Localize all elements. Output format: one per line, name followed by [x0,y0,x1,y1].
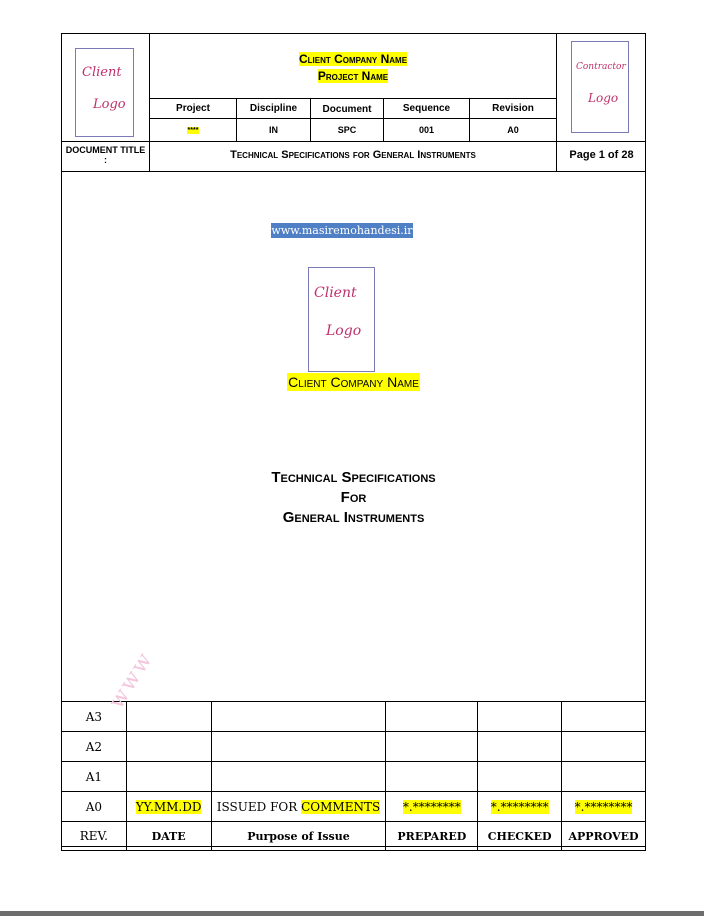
cover-title-line: General Instruments [282,509,425,526]
date-cell [126,702,211,732]
table-row [62,792,646,822]
cover-title [61,468,646,528]
cover-logo-text: Client [314,285,357,301]
cover-title-line: Technical Specifications [271,469,436,486]
prepared-cell [386,762,478,792]
rev-cell: A3 [62,702,127,732]
revision-table [61,701,646,851]
meta-value-discipline: IN [269,125,278,135]
cover-title-line: For [340,489,367,506]
prepared-cell [386,792,478,822]
checked-cell [478,792,562,822]
meta-header-discipline: Discipline [249,103,298,114]
prepared-value: *.******** [402,799,461,814]
website-link[interactable]: www.masiremohandesi.ir [271,224,413,237]
meta-header-document: Document [322,104,372,115]
watermark: www [104,646,159,714]
client-logo-text: Client [82,65,122,80]
header-names [150,51,556,85]
divider [61,171,646,172]
header-rev: REV. [62,822,127,851]
contractor-logo [571,41,629,133]
rev-cell: A0 [62,792,127,822]
approved-cell [562,702,646,732]
document-title-label: DOCUMENT TITLE : [65,145,146,165]
cover-client-name-row [61,374,646,390]
client-company-name: Client Company Name [298,52,408,66]
date-cell [126,792,211,822]
meta-header-sequence: Sequence [402,103,451,114]
header-prepared: PREPARED [386,822,478,851]
table-row [62,732,646,762]
purpose-cell [211,762,386,792]
header-date: DATE [126,822,211,851]
client-logo [75,48,134,137]
checked-cell [478,762,562,792]
divider [61,141,646,142]
approved-cell [562,762,646,792]
contractor-logo-text: Logo [588,91,619,105]
table-row [62,762,646,792]
meta-header-revision: Revision [492,103,534,114]
purpose-cell [211,732,386,762]
meta-header-project: Project [176,103,210,114]
prepared-cell [386,732,478,762]
header-approved: APPROVED [562,822,646,851]
meta-value-document: SPC [337,125,357,135]
project-code: **** [187,126,199,134]
date-cell [126,762,211,792]
client-logo-text: Logo [93,97,126,112]
rev-cell: A1 [62,762,127,792]
approved-cell [562,732,646,762]
page-number: Page 1 of 28 [569,149,634,161]
approved-value: *.******** [574,799,633,814]
rev-cell: A2 [62,732,127,762]
document-title: Technical Specifications for General Instruments [230,149,476,161]
date-cell [126,732,211,762]
purpose-cell [211,792,386,822]
meta-value-project [150,119,236,141]
checked-value: *.******** [490,799,549,814]
meta-value-revision: A0 [507,125,519,135]
purpose-prefix: ISSUED FOR [216,799,302,814]
checked-cell [478,702,562,732]
cover-client-company-name: Client Company Name [288,374,419,390]
contractor-logo-text: Contractor [576,62,626,72]
table-header-row [62,822,646,851]
header-purpose: Purpose of Issue [211,822,386,851]
header-checked: CHECKED [478,822,562,851]
purpose-cell [211,702,386,732]
table-row [62,702,646,732]
prepared-cell [386,702,478,732]
approved-cell [562,792,646,822]
meta-value-sequence: 001 [418,125,435,135]
footer-bar [0,911,704,916]
cover-client-logo [308,267,375,372]
project-name: Project Name [317,69,389,83]
date-value: YY.MM.DD [135,799,202,814]
checked-cell [478,732,562,762]
purpose-highlight: COMMENTS [301,799,381,814]
cover-logo-text: Logo [326,323,362,339]
